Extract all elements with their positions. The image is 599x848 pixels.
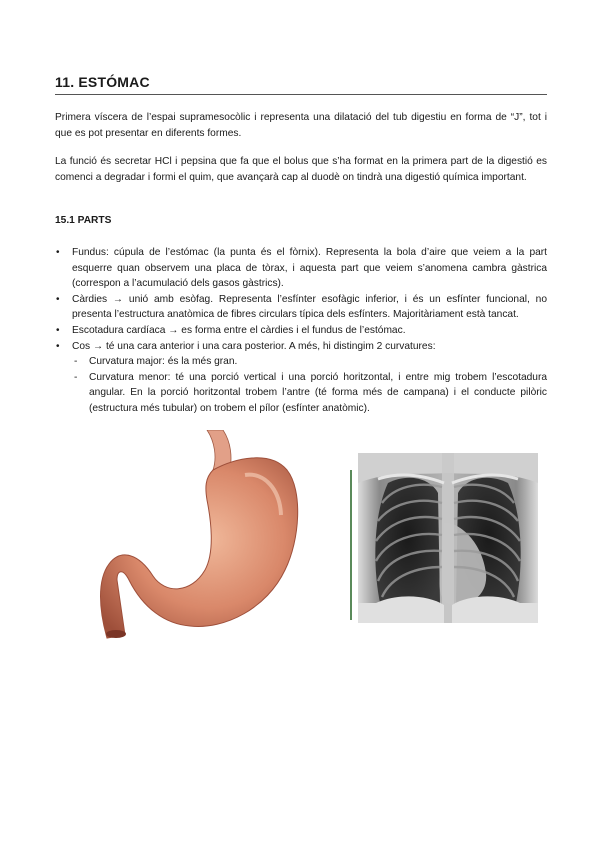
intro-paragraph: Primera víscera de l’espai supramesocòlic i representa una dilatació del tub digestiu en forma de “J”, tot i que es pot presentar en diferents formes.	[55, 112, 547, 139]
list-item: • Càrdies → unió amb esòfag. Representa l’esfínter esofàgic inferior, i és un esfínter funcional, no presenta l’estructura anatòmica de fibres circulars típica dels esfínters. Majoritàriament està tancat.	[55, 292, 547, 323]
list-item	[55, 339, 547, 417]
chest-xray-image	[358, 453, 538, 623]
divider-line	[350, 470, 352, 620]
curvatures-list	[72, 354, 547, 416]
list-item: • Fundus: cúpula de l’estómac (la punta és el fòrnix). Representa la bola d’aire que veiem a la part esquerre quan observem una placa de tòrax, i aquesta part que veiem s’anomena cambra gàstrica (correspon a l’acumulació dels gasos gàstrics).	[55, 245, 547, 292]
function-paragraph: La funció és secretar HCl i pepsina que fa que el bolus que s’ha format en la primera part de la digestió es comenci a degradar i formi el quim, que avançarà cap al duodè on tindrà una digestió química important.	[55, 156, 547, 183]
section-title: 11. ESTÓMAC	[55, 74, 547, 95]
list-item-text: Cos → té una cara anterior i una cara posterior. A més, hi distingim 2 curvatures:	[72, 340, 436, 352]
subsection-title: 15.1 PARTS	[55, 215, 112, 226]
sub-list-item: - Curvatura menor: té una porció vertical i una porció horitzontal, i entre mig trobem l’escotadura angular. En la porció horitzontal trobem l’antre (té forma més de campana) i el conducte pilòric (estructura més tubular) on trobem el pílor (esfínter anatòmic).	[72, 370, 547, 417]
sub-list-item: - Curvatura major: és la més gran.	[72, 354, 547, 370]
parts-list	[55, 245, 547, 417]
list-item: • Escotadura cardíaca → es forma entre el càrdies i el fundus de l’estómac.	[55, 323, 547, 339]
stomach-illustration	[95, 430, 310, 640]
